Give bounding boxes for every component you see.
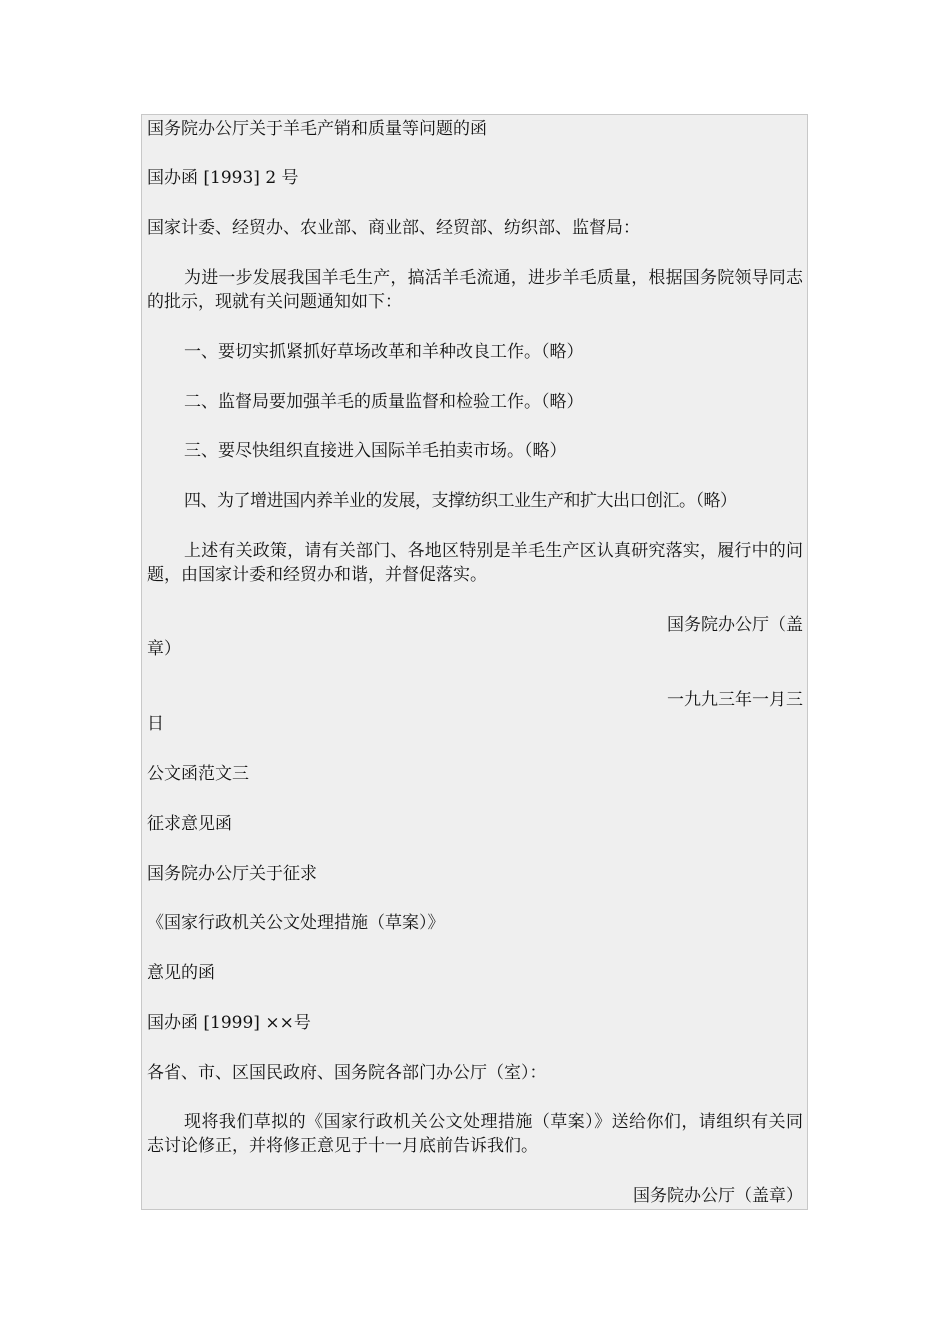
letter-document-number: 国办函 [1999] ××号 [147,1013,311,1033]
intro-paragraph: 为进一步发展我国羊毛生产，搞活羊毛流通，进步羊毛质量，根据国务院领导同志的批示，现就有关问题通知如下： [147,268,803,312]
signature-line-2: 章） [147,639,181,659]
letter-recipients: 各省、市、区国民政府、国务院各部门办公厅（室）： [147,1063,547,1083]
letter-title-line-2: 《国家行政机关公文处理措施（草案）》 [147,913,445,933]
item-2: 二、监督局要加强羊毛的质量监督和检验工作。（略） [184,392,584,412]
item-3: 三、要尽快组织直接进入国际羊毛拍卖市场。（略） [184,441,567,461]
letter-body: 现将我们草拟的《国家行政机关公文处理措施（草案）》送给你们，请组织有关同志讨论修正，并将修正意见于十一月底前告诉我们。 [147,1112,803,1156]
item-4: 四、为了增进国内养羊业的发展，支撑纺织工业生产和扩大出口创汇。（略） [184,491,737,511]
item-1: 一、要切实抓紧抓好草场改革和羊种改良工作。（略） [184,342,584,362]
document-title: 国务院办公厅关于羊毛产销和质量等问题的函 [147,119,487,139]
signature-line-1: 国务院办公厅（盖 [667,615,803,635]
document-panel [141,114,808,1210]
section-subheading: 征求意见函 [147,814,232,834]
recipients: 国家计委、经贸办、农业部、商业部、经贸部、纺织部、监督局： [147,218,640,238]
date-line-1: 一九九三年一月三 [667,690,803,710]
closing-paragraph: 上述有关政策，请有关部门、各地区特别是羊毛生产区认真研究落实，履行中的问题，由国家计委和经贸办和谐，并督促落实。 [147,541,803,585]
date-line-2: 日 [147,714,164,734]
letter-signature: 国务院办公厅（盖章） [633,1186,803,1206]
section-heading: 公文函范文三 [147,764,249,784]
letter-title-line-3: 意见的函 [147,963,215,983]
letter-title-line-1: 国务院办公厅关于征求 [147,864,317,884]
document-number: 国办函 [1993] 2 号 [147,168,299,188]
